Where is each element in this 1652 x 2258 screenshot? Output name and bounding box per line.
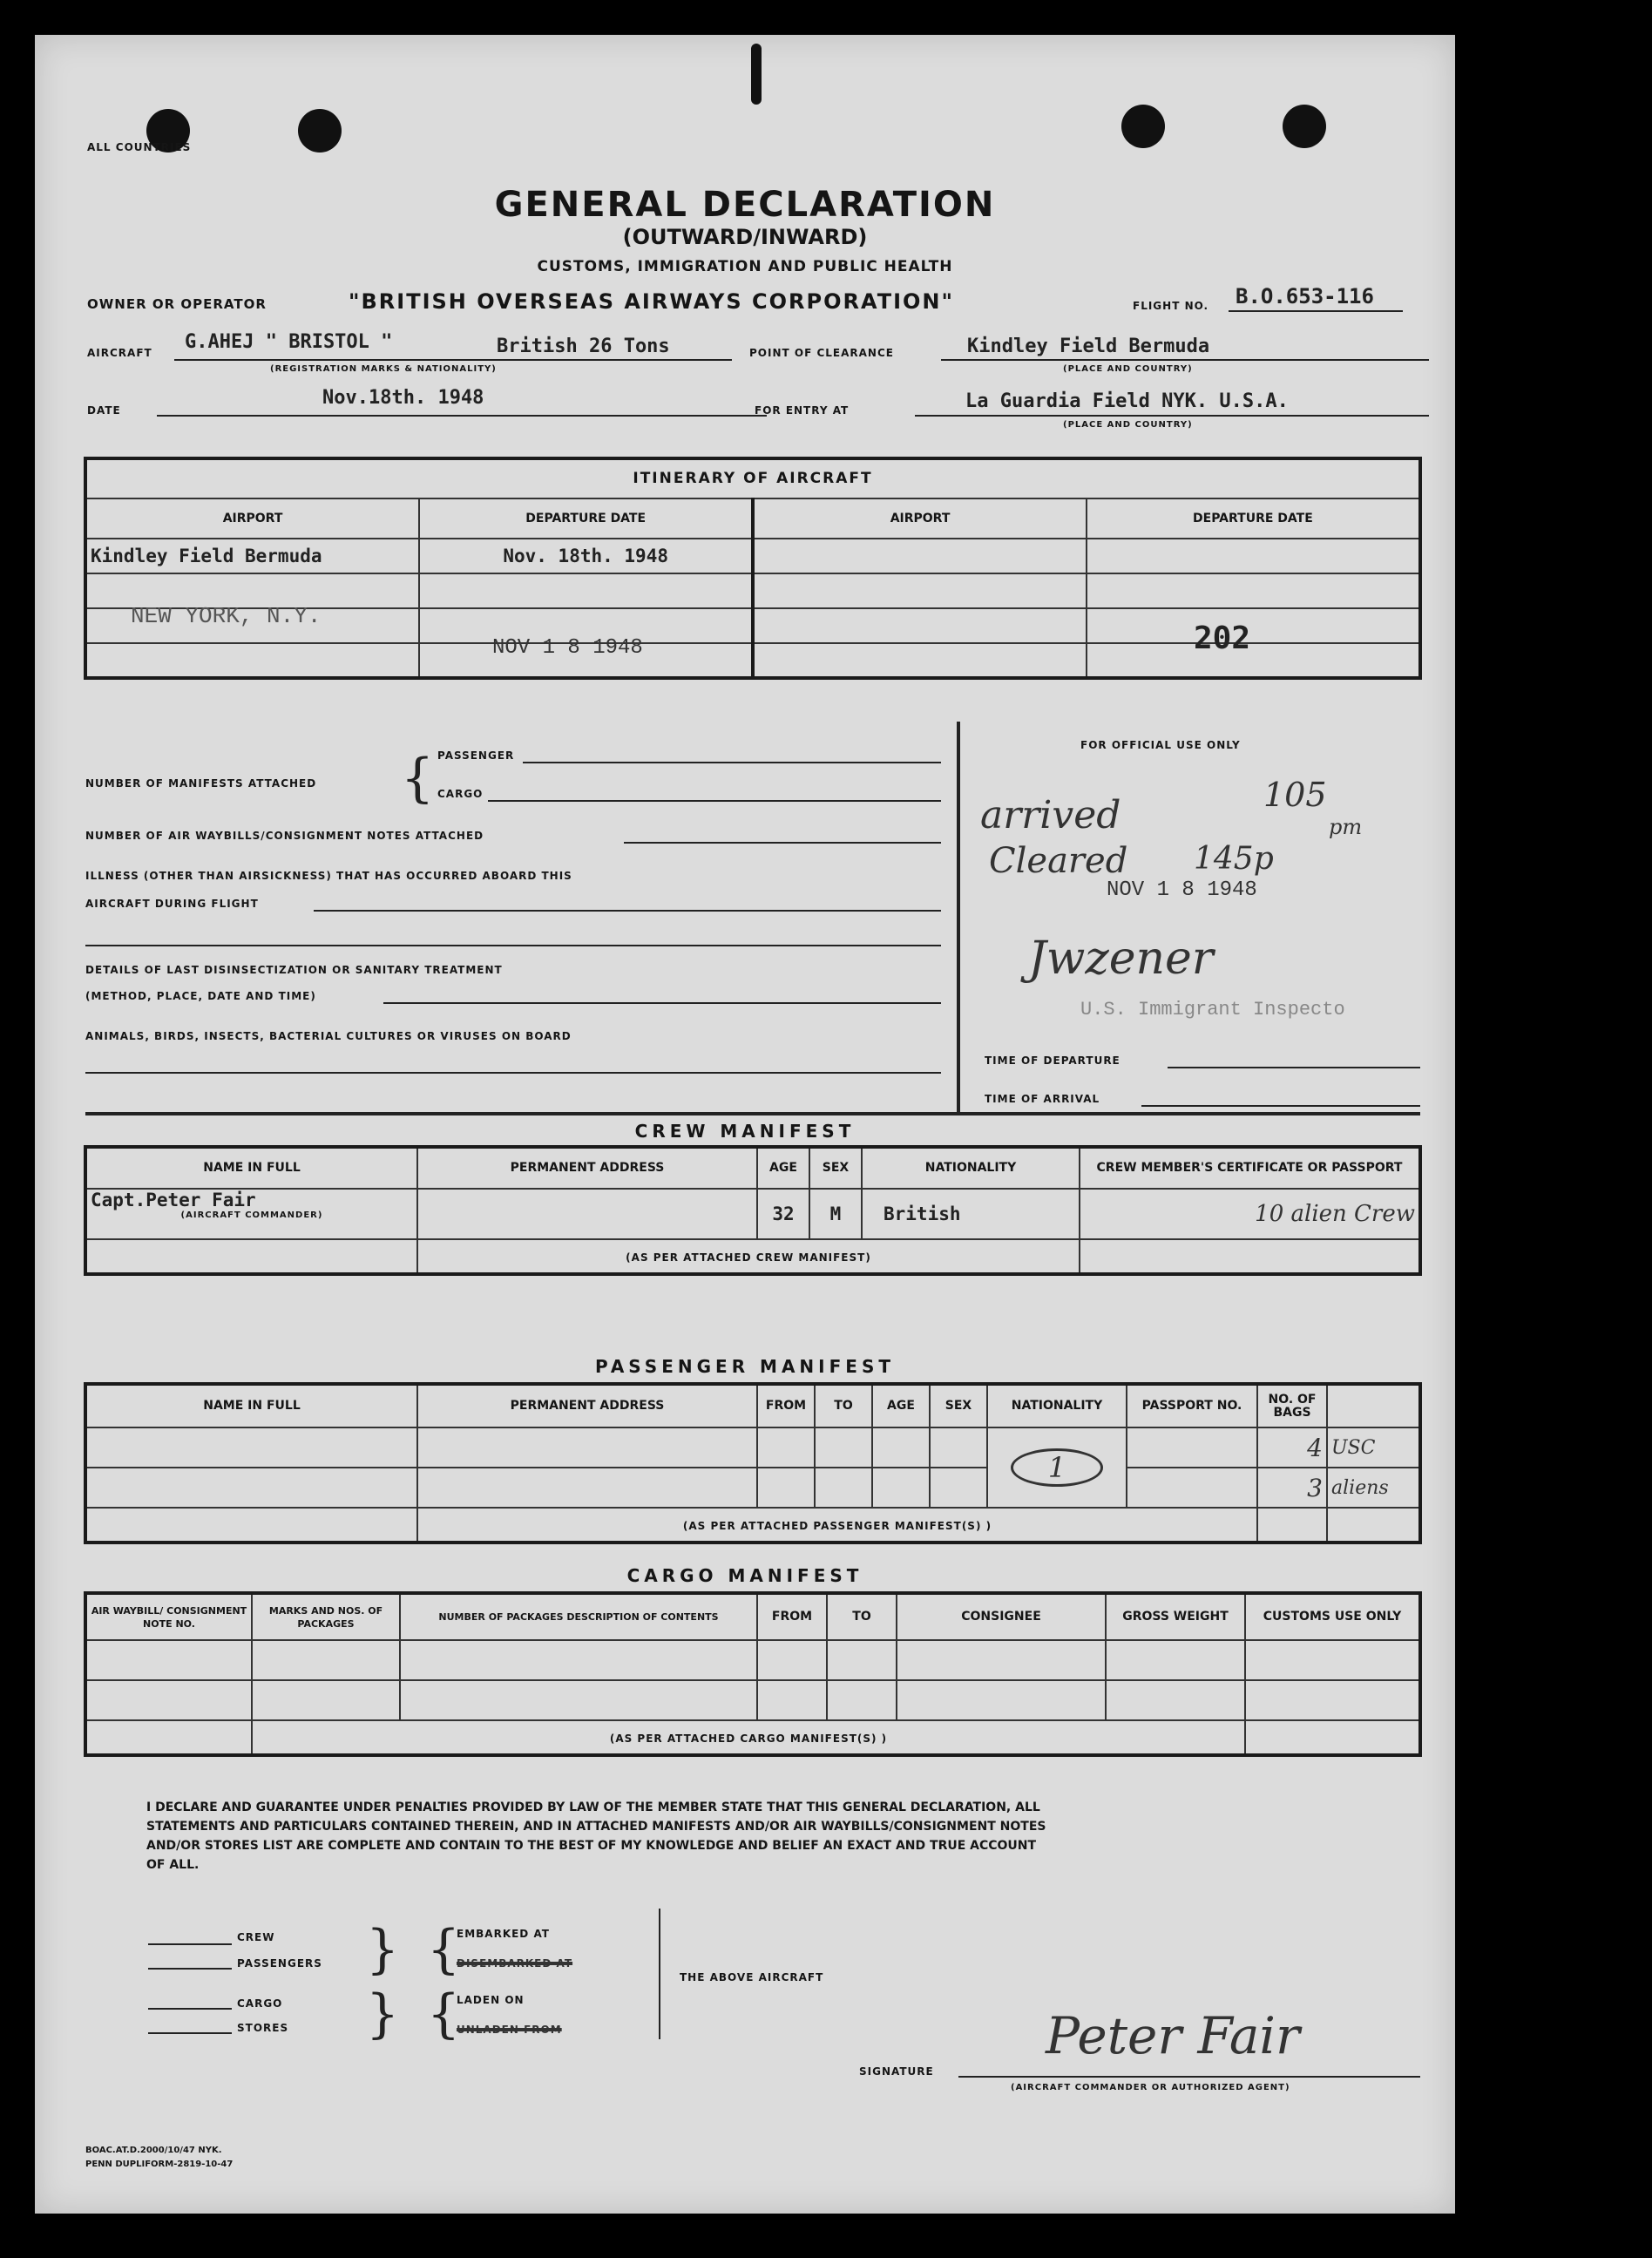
table-cell (1087, 539, 1420, 573)
crew-name: Capt.Peter Fair (91, 1190, 256, 1210)
underline (1141, 1105, 1420, 1107)
unladen-label: UNLADEN FROM (457, 2024, 562, 2036)
table-cell (757, 1468, 815, 1508)
cargo-table (84, 1591, 1422, 1757)
table-cell (85, 1508, 417, 1543)
col-age: AGE (757, 1147, 809, 1189)
table-cell (1327, 1508, 1420, 1543)
underline (488, 800, 941, 802)
table-cell (872, 1468, 930, 1508)
col-passport: PASSPORT NO. (1127, 1384, 1257, 1427)
table-cell (753, 608, 1087, 643)
cargo-footer: (AS PER ATTACHED CARGO MANIFEST(S) ) (609, 1732, 888, 1745)
col-to: TO (815, 1384, 872, 1427)
col-departure-date: DEPARTURE DATE (419, 498, 753, 539)
brace: } (366, 1919, 400, 1980)
underline (958, 2076, 1420, 2078)
bags-note-cell (1327, 1427, 1420, 1468)
bracket-line (659, 1909, 660, 2039)
stamp-date: NOV 1 8 1948 (492, 636, 643, 660)
table-cell (1106, 1640, 1245, 1680)
date-label: DATE (87, 404, 121, 417)
table-cell (757, 1427, 815, 1468)
underline (314, 910, 941, 912)
all-countries-label: ALL COUNTRIES (87, 141, 192, 153)
stores-count-label: STORES (237, 2022, 289, 2034)
page-title: GENERAL DECLARATION (494, 185, 996, 225)
underline (1168, 1067, 1420, 1068)
table-cell (417, 1468, 757, 1508)
owner-value: "BRITISH OVERSEAS AIRWAYS CORPORATION" (349, 289, 954, 314)
table-cell (1327, 1384, 1420, 1427)
nationality-cell (987, 1427, 1127, 1508)
official-title: FOR OFFICIAL USE ONLY (1080, 739, 1241, 751)
clearance-sublabel: (PLACE AND COUNTRY) (1063, 364, 1193, 374)
table-cell (417, 1427, 757, 1468)
underline (383, 1002, 941, 1004)
cargo-count-label: CARGO (237, 1997, 283, 2010)
table-cell (757, 1680, 827, 1720)
table-cell (753, 573, 1087, 608)
underline (523, 762, 941, 763)
itinerary-airport (85, 539, 419, 573)
clearance-value: Kindley Field Bermuda (967, 336, 1210, 357)
col-description: NUMBER OF PACKAGES DESCRIPTION OF CONTENTS (400, 1593, 757, 1640)
table-cell (85, 1239, 417, 1274)
bags-cell (1257, 1468, 1327, 1508)
cargo-manifest-label: CARGO (437, 788, 484, 800)
col-name: NAME IN FULL (85, 1147, 417, 1189)
declaration-line-1: I DECLARE AND GUARANTEE UNDER PENALTIES PROVIDED BY LAW OF THE MEMBER STATE THAT THIS GENERAL DECLARATION, ALL (146, 1800, 1040, 1814)
arrived-time: 105 (1263, 776, 1327, 814)
crew-nationality-cell (862, 1189, 1080, 1239)
underline (85, 945, 941, 946)
time-of-arrival-label: TIME OF ARRIVAL (985, 1093, 1100, 1105)
passenger-title: PASSENGER MANIFEST (595, 1356, 895, 1377)
brace: { (427, 1919, 461, 1980)
col-departure-date: DEPARTURE DATE (1087, 498, 1420, 539)
table-cell (827, 1680, 897, 1720)
entry-label: FOR ENTRY AT (755, 404, 850, 417)
col-consignee: CONSIGNEE (897, 1593, 1106, 1640)
crew-age-cell (757, 1189, 809, 1239)
brace: } (366, 1983, 400, 2044)
table-cell (400, 1680, 757, 1720)
laden-label: LADEN ON (457, 1994, 525, 2006)
table-cell (753, 643, 1087, 678)
table-cell (1245, 1640, 1420, 1680)
declaration-line-4: OF ALL. (146, 1858, 200, 1872)
col-marks: MARKS AND NOS. OF PACKAGES (252, 1593, 400, 1640)
bags-cell (1257, 1427, 1327, 1468)
brace: { (401, 748, 435, 809)
underline (174, 359, 732, 361)
table-cell (252, 1680, 400, 1720)
underline (941, 359, 1429, 361)
col-address: PERMANENT ADDRESS (417, 1384, 757, 1427)
table-cell (417, 1189, 757, 1239)
col-sex: SEX (930, 1384, 987, 1427)
table-cell (1080, 1239, 1420, 1274)
animals-label: ANIMALS, BIRDS, INSECTS, BACTERIAL CULTURES OR VIRUSES ON BOARD (85, 1030, 572, 1042)
table-cell (400, 1640, 757, 1680)
page-subhead: CUSTOMS, IMMIGRATION AND PUBLIC HEALTH (537, 258, 953, 275)
bags-note-1: USC (1331, 1436, 1376, 1459)
col-weight: GROSS WEIGHT (1106, 1593, 1245, 1640)
cargo-footer-cell (252, 1720, 1245, 1755)
table-cell (419, 573, 753, 608)
flight-number: B.O.653-116 (1236, 284, 1374, 309)
col-nationality: NATIONALITY (987, 1384, 1127, 1427)
arrived-note: arrived (980, 793, 1121, 837)
col-age: AGE (872, 1384, 930, 1427)
signature-label: SIGNATURE (859, 2065, 934, 2078)
owner-label: OWNER OR OPERATOR (87, 296, 267, 312)
table-cell (815, 1427, 872, 1468)
crew-name-cell (85, 1189, 417, 1239)
disembarked-label: DISEMBARKED AT (457, 1957, 573, 1970)
itinerary-airport-value: Kindley Field Bermuda (91, 546, 322, 566)
official-stamp-date: NOV 1 8 1948 (1107, 878, 1257, 902)
disinsect-label-2: (METHOD, PLACE, DATE AND TIME) (85, 990, 316, 1002)
flight-label: FLIGHT NO. (1133, 300, 1209, 312)
table-cell (85, 1640, 252, 1680)
table-cell (1106, 1680, 1245, 1720)
col-name: NAME IN FULL (85, 1384, 417, 1427)
col-certificate: CREW MEMBER'S CERTIFICATE OR PASSPORT (1080, 1147, 1420, 1189)
aircraft-sublabel: (REGISTRATION MARKS & NATIONALITY) (270, 364, 497, 374)
table-cell (1245, 1720, 1420, 1755)
table-cell (1127, 1468, 1257, 1508)
bags-count-1: 4 (1307, 1433, 1323, 1462)
embarked-label: EMBARKED AT (457, 1928, 550, 1940)
crew-count-label: CREW (237, 1931, 275, 1943)
col-bags: NO. OF BAGS (1257, 1384, 1327, 1427)
col-airport: AIRPORT (85, 498, 419, 539)
col-from: FROM (757, 1593, 827, 1640)
underline (624, 842, 941, 844)
table-cell (897, 1640, 1106, 1680)
crew-footer: (AS PER ATTACHED CREW MANIFEST) (626, 1251, 871, 1264)
time-of-departure-label: TIME OF DEPARTURE (985, 1054, 1121, 1067)
form-code-1: BOAC.AT.D.2000/10/47 NYK. (85, 2146, 222, 2155)
bags-note-2: aliens (1331, 1476, 1389, 1499)
inspector-stamp: U.S. Immigrant Inspecto (1080, 999, 1345, 1021)
stamp-new-york: NEW YORK, N.Y. (131, 603, 322, 629)
underline (157, 415, 767, 417)
inspector-signature: Jwzener (1028, 932, 1214, 985)
col-waybill: AIR WAYBILL/ CONSIGNMENT NOTE NO. (85, 1593, 252, 1640)
page-subtitle: (OUTWARD/INWARD) (622, 225, 868, 249)
cargo-title: CARGO MANIFEST (626, 1565, 863, 1586)
bags-note-cell (1327, 1468, 1420, 1508)
table-cell (1127, 1427, 1257, 1468)
table-cell (1087, 608, 1420, 643)
col-customs: CUSTOMS USE ONLY (1245, 1593, 1420, 1640)
table-cell (897, 1680, 1106, 1720)
cleared-time: 145p (1194, 841, 1274, 877)
itinerary-date-value: Nov. 18th. 1948 (503, 546, 668, 566)
table-cell (85, 1680, 252, 1720)
illness-label-1: ILLNESS (OTHER THAN AIRSICKNESS) THAT HAS OCCURRED ABOARD THIS (85, 870, 572, 882)
illness-label-2: AIRCRAFT DURING FLIGHT (85, 898, 259, 910)
table-cell (252, 1640, 400, 1680)
clearance-label: POINT OF CLEARANCE (749, 347, 894, 359)
crew-table (84, 1145, 1422, 1276)
col-airport: AIRPORT (753, 498, 1087, 539)
table-cell (872, 1427, 930, 1468)
official-divider (957, 722, 960, 1112)
underline (915, 415, 1429, 417)
passenger-footer: (AS PER ATTACHED PASSENGER MANIFEST(S) ) (682, 1520, 992, 1532)
table-cell (815, 1468, 872, 1508)
table-cell (1087, 643, 1420, 678)
col-to: TO (827, 1593, 897, 1640)
table-cell (85, 643, 419, 678)
table-cell (1245, 1680, 1420, 1720)
bags-count-2: 3 (1307, 1473, 1323, 1502)
punch-hole (1121, 105, 1165, 148)
punch-hole (298, 109, 342, 153)
manifests-label: NUMBER OF MANIFESTS ATTACHED (85, 777, 317, 790)
crew-sex-cell (809, 1189, 862, 1239)
crew-age: 32 (772, 1204, 795, 1224)
crew-role: (AIRCRAFT COMMANDER) (180, 1210, 323, 1220)
underline (148, 1968, 232, 1970)
cleared-note: Cleared (989, 841, 1128, 881)
col-nationality: NATIONALITY (862, 1147, 1080, 1189)
underline (148, 1943, 232, 1945)
disinsect-label-1: DETAILS OF LAST DISINSECTIZATION OR SANITARY TREATMENT (85, 964, 503, 976)
passenger-manifest-label: PASSENGER (437, 749, 515, 762)
itinerary-date (419, 539, 753, 573)
table-cell (930, 1427, 987, 1468)
document-page (35, 35, 1455, 2214)
crew-note-cell (1080, 1189, 1420, 1239)
col-from: FROM (757, 1384, 815, 1427)
entry-sublabel: (PLACE AND COUNTRY) (1063, 420, 1193, 430)
crew-footer-cell (417, 1239, 1080, 1274)
aircraft-nationality: British 26 Tons (497, 336, 670, 357)
underline (85, 1072, 941, 1074)
passenger-table (84, 1382, 1422, 1544)
table-cell (753, 539, 1087, 573)
form-code-2: PENN DUPLIFORM-2819-10-47 (85, 2160, 234, 2169)
itinerary-title: ITINERARY OF AIRCRAFT (85, 458, 1420, 498)
section-divider (85, 1112, 1420, 1115)
underline (148, 2008, 232, 2010)
aircraft-label: AIRCRAFT (87, 347, 152, 359)
declaration-line-2: STATEMENTS AND PARTICULARS CONTAINED THEREIN, AND IN ATTACHED MANIFESTS AND/OR AIR WAYBILLS/CONSIGNMENT NOTES (146, 1820, 1046, 1834)
crew-note: 10 alien Crew (1255, 1201, 1415, 1227)
punch-hole (1283, 105, 1326, 148)
crew-title: CREW MANIFEST (634, 1121, 856, 1142)
commander-signature: Peter Fair (1046, 2006, 1300, 2065)
table-cell (827, 1640, 897, 1680)
table-cell (930, 1468, 987, 1508)
passengers-count-label: PASSENGERS (237, 1957, 322, 1970)
entry-value: La Guardia Field NYK. U.S.A. (965, 390, 1289, 412)
above-aircraft-label: THE ABOVE AIRCRAFT (680, 1971, 824, 1983)
table-cell (85, 1468, 417, 1508)
crew-sex: M (829, 1204, 842, 1224)
brace: { (427, 1983, 461, 2044)
date-value: Nov.18th. 1948 (322, 387, 484, 409)
waybills-label: NUMBER OF AIR WAYBILLS/CONSIGNMENT NOTES ATTACHED (85, 830, 484, 842)
passenger-footer-cell (417, 1508, 1257, 1543)
table-cell (1087, 573, 1420, 608)
ink-mark (751, 44, 762, 105)
declaration-line-3: AND/OR STORES LIST ARE COMPLETE AND CONTAIN TO THE BEST OF MY KNOWLEDGE AND BELIEF AN EXACT AND TRUE ACCOUNT (146, 1839, 1037, 1853)
circled-count: 1 (1011, 1448, 1103, 1487)
table-cell (757, 1640, 827, 1680)
col-address: PERMANENT ADDRESS (417, 1147, 757, 1189)
crew-nationality: British (884, 1204, 961, 1224)
table-cell (85, 1427, 417, 1468)
table-cell (85, 1720, 252, 1755)
underline (148, 2032, 232, 2034)
signature-sublabel: (AIRCRAFT COMMANDER OR AUTHORIZED AGENT) (1011, 2083, 1290, 2092)
aircraft-value: G.AHEJ " BRISTOL " (185, 331, 393, 353)
underline (1229, 310, 1403, 312)
itinerary-number: 202 (1194, 620, 1251, 656)
col-sex: SEX (809, 1147, 862, 1189)
pm-note: pm (1329, 815, 1363, 839)
table-cell (1257, 1508, 1327, 1543)
